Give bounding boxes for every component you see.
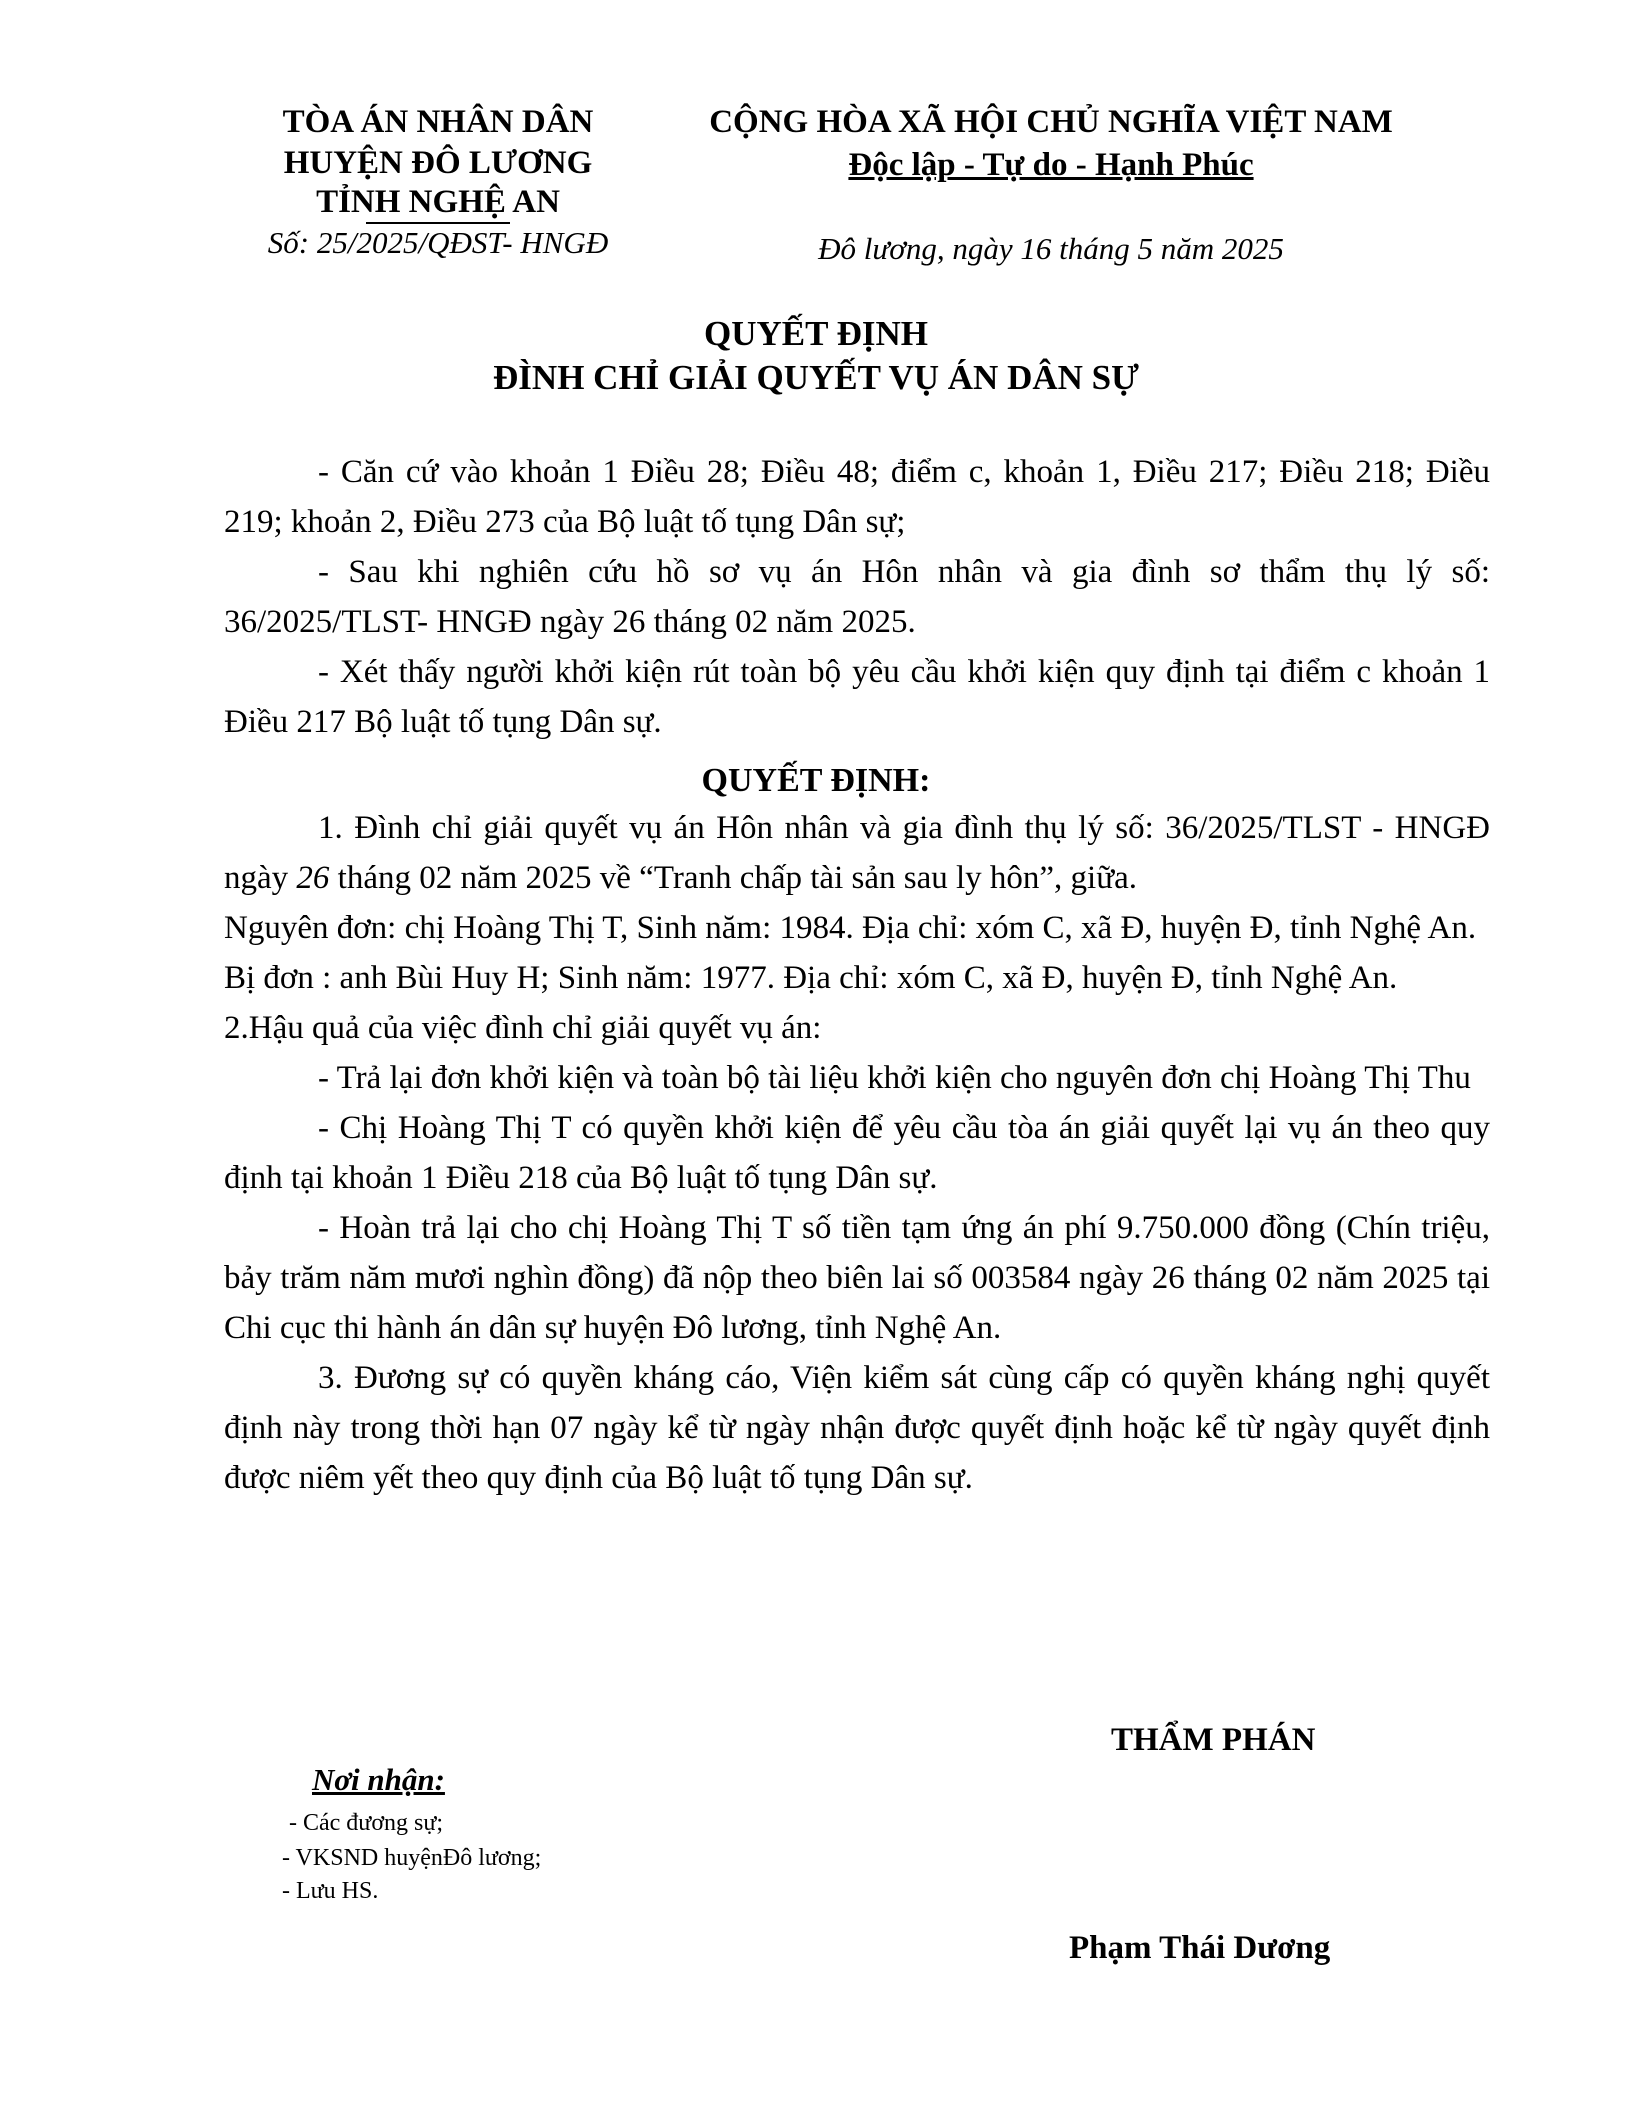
court-name-line2: HUYỆN ĐÔ LƯƠNG <box>283 145 593 181</box>
national-motto <box>651 147 1451 184</box>
recipients-heading: Nơi nhận: <box>312 1762 445 1797</box>
decision-item-1 <box>224 803 1490 903</box>
recipient-item: - VKSND huyệnĐô lương; <box>282 1845 542 1871</box>
place-and-date: Đô lương, ngày 16 tháng 5 năm 2025 <box>818 231 1284 266</box>
preamble-legal-basis: - Căn cứ vào khoản 1 Điều 28; Điều 48; điểm c, khoản 1, Điều 217; Điều 218; Điều 219; khoản 2, Điều 273 của Bộ luật tố tụng Dân sự; <box>224 454 1490 540</box>
court-name-line1: TÒA ÁN NHÂN DÂN <box>282 104 594 140</box>
document-number: Số: 25/2025/QĐST- HNGĐ <box>267 225 609 260</box>
preamble-case-review: - Sau khi nghiên cứu hồ sơ vụ án Hôn nhân và gia đình sơ thẩm thụ lý số: 36/2025/TLST- HNGĐ ngày 26 tháng 02 năm 2025. <box>224 554 1490 640</box>
preamble-finding: - Xét thấy người khởi kiện rút toàn bộ yêu cầu khởi kiện quy định tại điểm c khoản 1 Điều 217 Bộ luật tố tụng Dân sự. <box>224 654 1490 740</box>
signature-role: THẨM PHÁN <box>1111 1722 1316 1758</box>
decision-body <box>224 803 1490 1503</box>
nation-name: CỘNG HÒA XÃ HỘI CHỦ NGHĨA VIỆT NAM <box>709 104 1393 140</box>
decision-item-2-heading: 2.Hậu quả của việc đình chỉ giải quyết vụ án: <box>224 1010 822 1046</box>
decision-item-3-appeal: 3. Đương sự có quyền kháng cáo, Viện kiểm sát cùng cấp có quyền kháng nghị quyết định này trong thời hạn 07 ngày kể từ ngày nhận được quyết định hoặc kể từ ngày quyết định được niêm yết theo quy định của Bộ luật tố tụng Dân sự. <box>224 1360 1490 1496</box>
document-title: QUYẾT ĐỊNH <box>704 314 928 353</box>
decision-item-2-refund: - Hoàn trả lại cho chị Hoàng Thị T số tiền tạm ứng án phí 9.750.000 đồng (Chín triệu, bảy trăm năm mươi nghìn đồng) đã nộp theo biên lai số 003584 ngày 26 tháng 02 năm 2025 tại Chi cục thi hành án dân sự huyện Đô lương, tỉnh Nghệ An. <box>224 1210 1490 1346</box>
decision-item-2-return-documents: - Trả lại đơn khởi kiện và toàn bộ tài liệu khởi kiện cho nguyên đơn chị Hoàng Thị Thu <box>318 1060 1471 1096</box>
signature-name: Phạm Thái Dương <box>1069 1930 1331 1966</box>
plaintiff-info: Nguyên đơn: chị Hoàng Thị T, Sinh năm: 1984. Địa chỉ: xóm C, xã Đ, huyện Đ, tỉnh Nghệ An. <box>224 910 1477 946</box>
decision-item-2-right-to-sue: - Chị Hoàng Thị T có quyền khởi kiện để yêu cầu tòa án giải quyết lại vụ án theo quy định tại khoản 1 Điều 218 của Bộ luật tố tụng Dân sự. <box>224 1110 1490 1196</box>
document-subtitle: ĐÌNH CHỈ GIẢI QUYẾT VỤ ÁN DÂN SỰ <box>493 358 1139 397</box>
recipient-item: - Các đương sự; <box>289 1810 444 1836</box>
decision-item-1-text-a: 1. Đình chỉ giải quyết vụ án Hôn nhân và gia đình thụ lý số: 36/2025/TLST - HNGĐ ngày <box>224 810 1490 896</box>
decision-item-1-day: 26 <box>296 860 330 896</box>
decision-item-1-text-b: tháng 02 năm 2025 về “Tranh chấp tài sản sau ly hôn”, giữa. <box>329 860 1137 896</box>
court-underline <box>366 222 510 224</box>
recipient-item: - Lưu HS. <box>282 1878 379 1904</box>
court-name-line3: TỈNH NGHỆ AN <box>316 184 560 220</box>
defendant-info: Bị đơn : anh Bùi Huy H; Sinh năm: 1977. Địa chỉ: xóm C, xã Đ, huyện Đ, tỉnh Nghệ An. <box>224 960 1398 996</box>
decision-heading: QUYẾT ĐỊNH: <box>701 762 931 799</box>
preamble <box>224 447 1490 747</box>
national-motto-text: Độc lập - Tự do - Hạnh Phúc <box>848 147 1254 183</box>
